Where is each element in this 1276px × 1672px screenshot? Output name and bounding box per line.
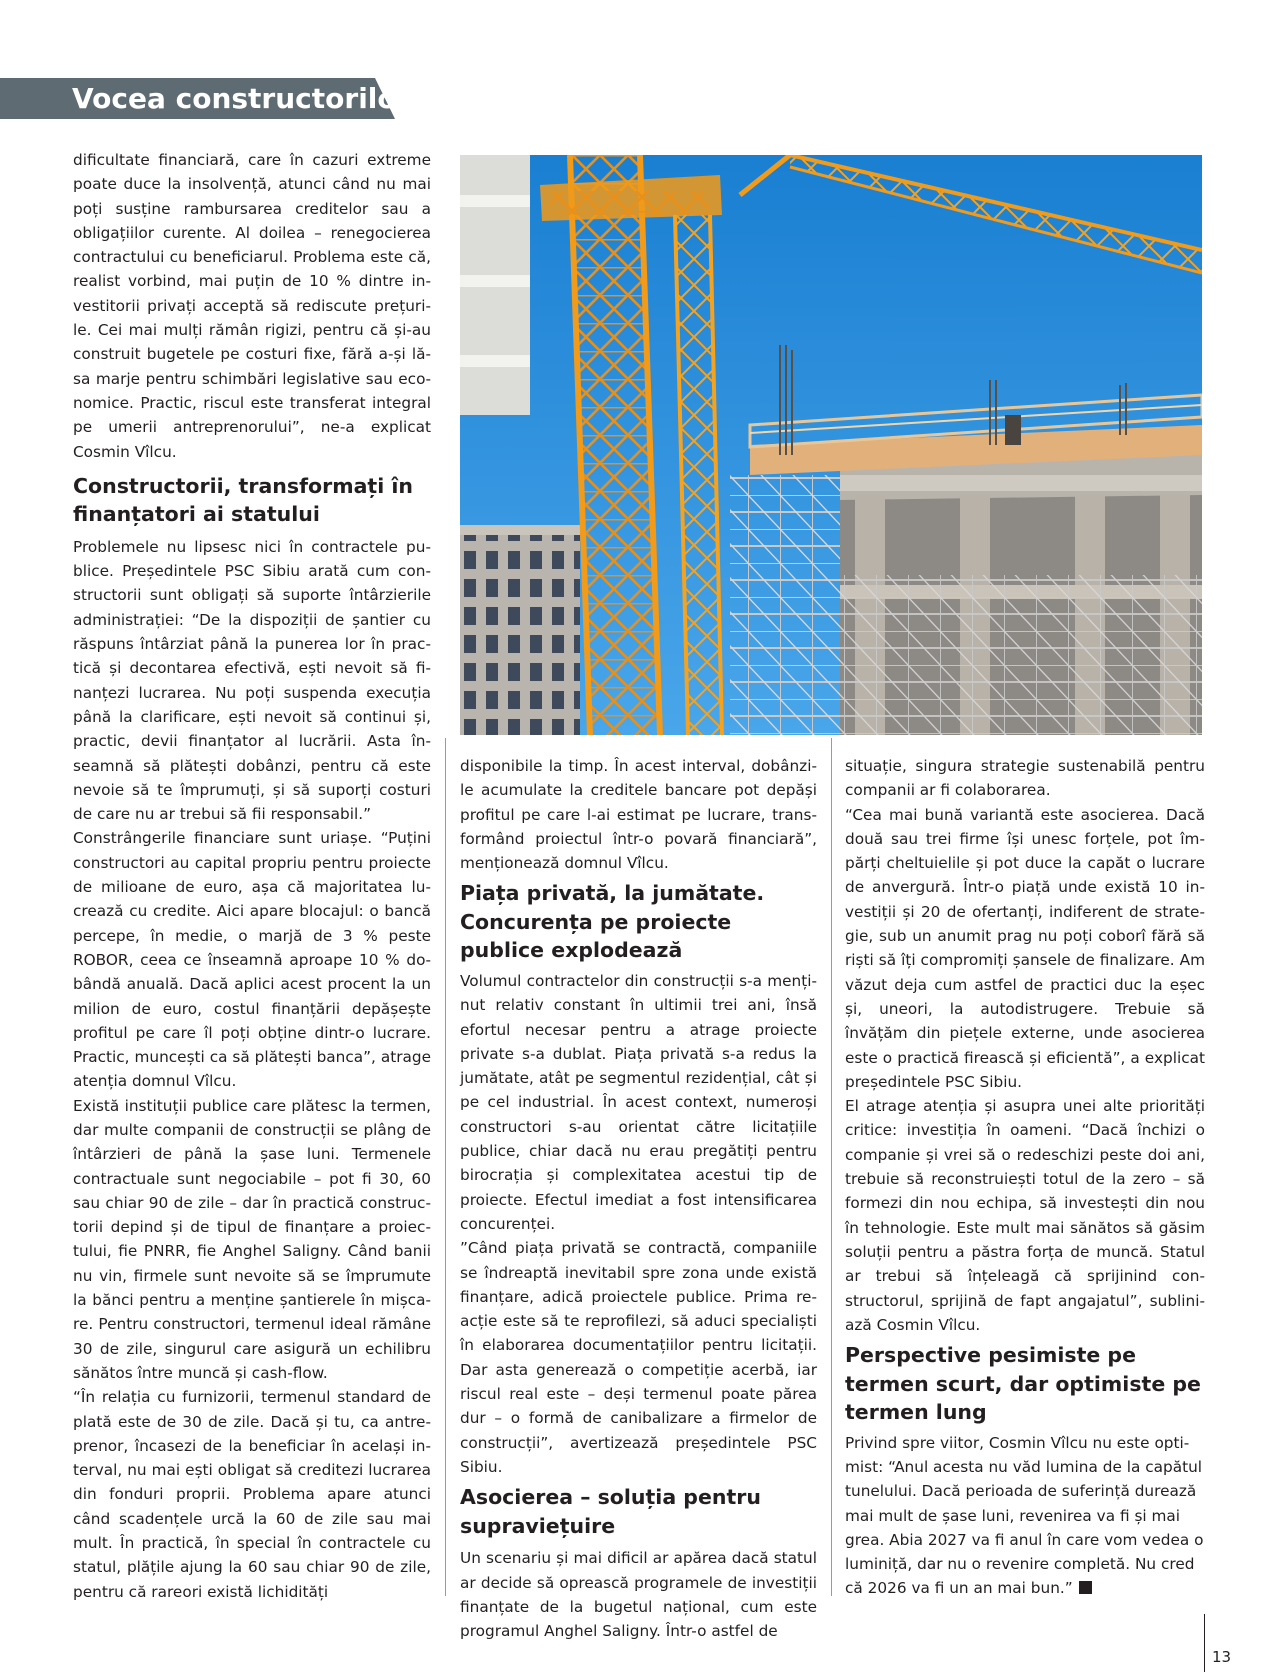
subheading: Perspective pesimiste pe termen scurt, dar optimiste pe termen lung xyxy=(845,1343,1201,1425)
paragraph-text: Privind spre viitor, Cosmin Vîlcu nu este optimist: “Anul acesta nu văd lumina de la capătul tunelului. Dacă perioada de suferință durează mai mult de șase luni, revenirea va fi și mai grea. Abia 2027 va fi anul în care vom vedea o luminiță, dar nu o revenire completă. Nu cred că 2026 va fi un an mai bun.” xyxy=(845,1433,1204,1598)
paragraph: El atrage atenția și asupra unei alte priorități critice: investiția în oameni. “Dacă închizi o companie și vrei să o redeschizi peste doi ani, trebuie să reconstruiești totul de la zero – să formezi din nou echipa, să investești din nou în tehnologie. Este mult mai sănătos să găsim soluții pentru a păstra forța de muncă. Statul ar trebui să înțeleagă că sprijinind constructorul, sprijină de fapt angajatul”, subliniază Cosmin Vîlcu. xyxy=(845,1097,1205,1334)
end-of-article-mark xyxy=(1079,1581,1092,1594)
article-column-2 xyxy=(460,754,817,1643)
paragraph: “Cea mai bună variantă este asocierea. Dacă două sau trei firme își unesc forțele, pot împărți cheltuielile și pot duce la capăt o lucrare de anvergură. Într-o piață unde există 10 investiții și 20 de ofertanți, indiferent de strategie, sub un anumit prag nu poți coborî fără să riști să îți compromiți șansele de finalizare. Am văzut deja cum astfel de practici duc la eșec și, uneori, la autodistrugere. Trebuie să învățăm din piețele externe, unde asocierea este o practică firească și eficientă”, a explicat președintele PSC Sibiu. xyxy=(845,805,1205,1091)
subheading: Piața privată, la jumătate. Concurența pe proiecte publice explodează xyxy=(460,881,765,963)
article-column-1 xyxy=(73,148,431,1604)
section-title: Vocea constructorilor xyxy=(72,82,411,115)
subheading: Asocierea – soluția pentru supraviețuire xyxy=(460,1485,761,1538)
page-number: 13 xyxy=(1212,1648,1232,1666)
paragraph: Constrângerile financiare sunt uriașe. “Puțini constructori au capital propriu pentru proiecte de milioane de euro, așa că majoritatea lucrează cu credite. Aici apare blocajul: o bancă percepe, în medie, o marjă de 3 % peste ROBOR, ceea ce înseamnă aproape 10 % dobândă anuală. Dacă aplici acest procent la un milion de euro, costul finanțării depășește profitul pe care îl poți obține dintr-o lucrare. Practic, muncești ca să plătești banca”, atrage atenția domnul Vîlcu. xyxy=(73,829,431,1091)
paragraph: disponibile la timp. În acest interval, dobânzile acumulate la creditele bancare pot depăși profitul pe care l-ai estimat pe lucrare, transformând proiectul într-o povară financiară”, menționează domnul Vîlcu. xyxy=(460,757,817,873)
paragraph xyxy=(845,1431,1205,1601)
paragraph: situație, singura strategie sustenabilă pentru companii ar fi colaborarea. xyxy=(845,757,1205,800)
paragraph: ”Când piața privată se contractă, companiile se îndreaptă inevitabil spre zona unde există finanțare, adică proiectele publice. Prima reacție este să te reprofilezi, să aduci specialiști în elaborarea documentațiilor pentru licitații. Dar asta generează o competiție acerbă, iar riscul real este – deși termenul poate părea dur – o formă de canibalizare a firmelor de construcții”, avertizează președintele PSC Sibiu. xyxy=(460,1239,817,1476)
construction-photo xyxy=(460,155,1202,735)
paragraph: Există instituții publice care plătesc la termen, dar multe companii de construcții se plâng de întârzieri de până la șase luni. Termenele contractuale sunt negociabile – pot fi 30, 60 sau chiar 90 de zile – dar în practică constructorii depind și de tipul de finanțare a proiectului, fie PNRR, fie Anghel Saligny. Când banii nu vin, firmele sunt nevoite să se împrumute la bănci pentru a menține șantierele în mișcare. Pentru constructori, termenul ideal rămâne 30 de zile, singurul care asigură un echilibru sănătos între muncă și cash-flow. xyxy=(73,1096,431,1382)
column-divider-2 xyxy=(831,738,832,1596)
paragraph: Un scenariu și mai dificil ar apărea dacă statul ar decide să oprească programele de investiții finanțate de la bugetul național, cum este programul Anghel Saligny. Într-o astfel de xyxy=(460,1549,817,1641)
paragraph: “În relația cu furnizorii, termenul standard de plată este de 30 de zile. Dacă și tu, ca antreprenor, încasezi de la beneficiar în același interval, nu mai ești obligat să creditezi lucrarea din fonduri proprii. Problema apare atunci când scadențele urcă la 60 de zile sau mai mult. În practică, în special în contractele cu statul, plățile ajung la 60 sau chiar 90 de zile, pentru că rareori există lichidități xyxy=(73,1388,431,1601)
page-number-rule xyxy=(1204,1614,1205,1672)
subheading: Constructorii, transformați în finanțatori ai statului xyxy=(73,473,413,527)
article-column-3 xyxy=(845,754,1205,1601)
column-divider-1 xyxy=(445,738,446,1596)
paragraph: Volumul contractelor din construcții s-a menținut relativ constant în ultimii trei ani, însă efortul necesar pentru a atrage proiecte private s-a dublat. Piața privată s-a redus la jumătate, atât pe segmentul rezidențial, cât și pe cel industrial. În acest context, numeroși constructori s-au orientat către licitațiile publice, chiar dacă nu erau pregătiți pentru birocrația și complexitatea acestui tip de proiecte. Efectul imediat a fost intensificarea concurenței. xyxy=(460,971,817,1233)
paragraph: dificultate financiară, care în cazuri extreme poate duce la insolvență, atunci când nu mai poți susține rambursarea creditelor sau a obligațiilor curente. Al doilea – renegocierea contractului cu beneficiarul. Problema este că, realist vorbind, mai puțin de 10 % dintre investitorii privați acceptă să rediscute prețurile. Cei mai mulți rămân rigizi, pentru că și-au construit bugetele pe costuri fixe, fără a-și lăsa marje pentru schimbări legislative sau economice. Practic, riscul este transferat integral pe umerii antreprenorului”, ne-a explicat Cosmin Vîlcu. xyxy=(73,151,431,461)
paragraph: Problemele nu lipsesc nici în contractele publice. Președintele PSC Sibiu arată cum constructorii sunt obligați să suporte întârzierile administrației: “De la dispoziții de șantier cu răspuns întârziat până la punerea lor în practică și decontarea efectivă, ești nevoit să finanțezi lucrarea. Nu poți suspenda execuția până la clarificare, ești nevoit să continui și, practic, devii finanțator al lucrării. Asta înseamnă să plătești dobânzi, pentru că este nevoie să te împrumuți, și să suporți costuri de care nu ar trebui să fii responsabil.” xyxy=(73,537,431,824)
